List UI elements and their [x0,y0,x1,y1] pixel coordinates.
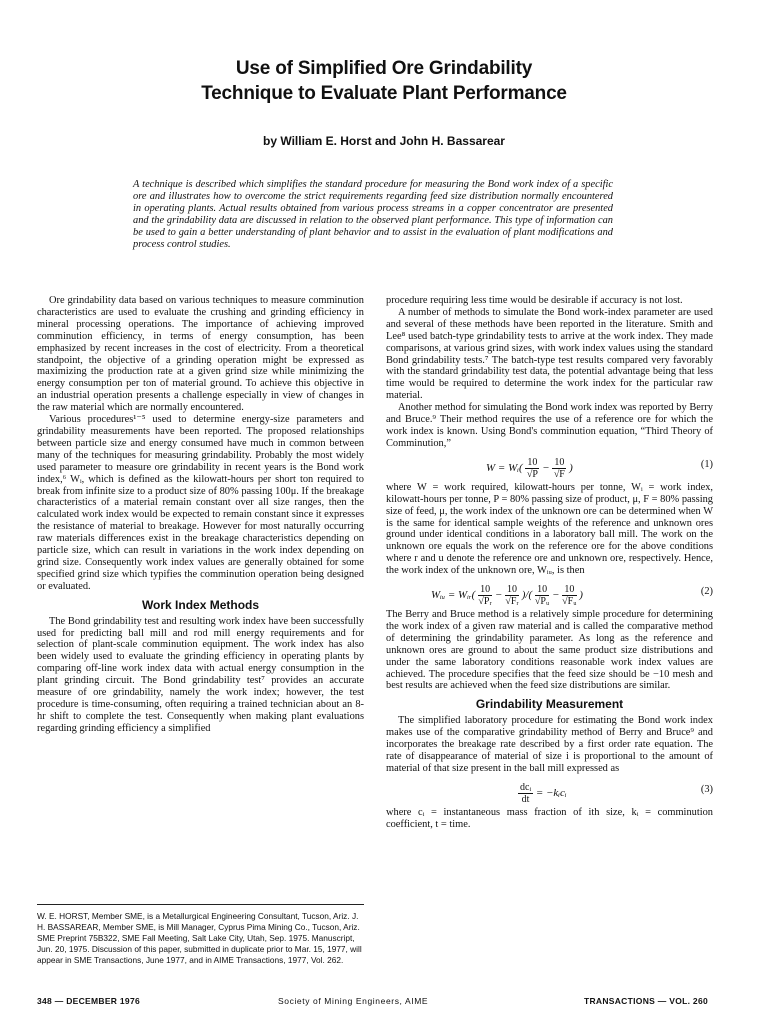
eq2-minus-2: − [551,589,560,602]
section-heading-work-index-methods: Work Index Methods [141,597,260,612]
authors-line: by William E. Horst and John H. Bassarear [263,134,505,148]
eq1-minus: − [542,461,550,474]
eq2-minus-1: − [494,589,503,602]
eq1-close: ) [569,461,573,474]
eq2-denominator-2: √Fᵣ [505,596,519,608]
eq3-numerator: dcᵢ [520,781,532,793]
abstract: A technique is described which simplifies the standard procedure for measuring the Bond work index of a specific ore and illustrates how to overcome the strict requirements regarding feed size distribution normally encountered in operating plants. Actual results obtained from various process streams in a copper concentrator are presented and the grindability data are discussed in relation to the observed plant performance. This type of information can be used to gain a better understanding of plant behavior and to assist in the evaluation of plant modifications and process control studies. [133,179,613,251]
right-paragraph-6: The simplified laboratory procedure for estimating the Bond work index makes use of the comparative grindability method of Berry and Bruce⁹ and incorporates the breakage rate described by a first order rate equation. The rate of disappearance of material of size i is proportional to the amount of material of that size present in the ball mill expressed as [386,715,713,774]
author-footnote: W. E. HORST, Member SME, is a Metallurgical Engineering Consultant, Tucson, Ariz. J. H. BASSAREAR, Member SME, is Mill Manager, Cyprus Pima Mining Co., Tucson, Ariz. SME Preprint 75B322, SME Fall Meeting, Salt Lake City, Utah, Sep. 1975. Manuscript, Jun. 20, 1975. Discussion of this paper, submitted in duplicate prior to Mar. 15, 1977, will appear in SME Transactions, June 1977, and in AIME Transactions, 1977, Vol. 262. [37,904,364,966]
eq2-denominator-3: √Pᵤ [534,596,550,608]
right-paragraph-7: where cᵢ = instantaneous mass fraction of ith size, kᵢ = comminution coefficient, t = time. [386,806,713,830]
equation-2 [386,578,713,608]
equation-1-expression [486,457,573,480]
eq2-denominator-4: √Fᵤ [562,596,577,608]
left-paragraph-2: Various procedures¹⁻⁵ used to determine energy-size parameters and grindability measurements have been reported. The proposed relationships between particle size and energy consumed have much in common between many of the techniques for measuring grindability. Probably the most widely used parameter to measure ore grindability in recent years is the Bond work index,⁶ Wᵢ, which is defined as the kilowatt-hours per short ton required to break from infinite size to a product size of 80% passing 100μ. If the breakage characteristics of a material remain constant over all size ranges, then the calculated work index would be expected to remain constant since it expresses the resistance of material to breakage. However for most naturally occurring raw materials differences exist in the breakage characteristics depending on particle size, which can result in variations in the work index depending on grind size. Consequently work index values are generally obtained for some specified grind size which typifies the comminution operation being designed or evaluated. [37,414,364,592]
equation-1-number: (1) [700,458,713,470]
equation-1 [386,451,713,481]
eq1-numerator-1: 10 [527,456,538,468]
footer-society: Society of Mining Engineers, AIME [278,996,429,1006]
left-column [37,295,364,735]
eq2-numerator-1: 10 [480,584,491,596]
right-column [386,295,713,831]
equation-3-number: (3) [700,783,713,795]
right-paragraph-3: Another method for simulating the Bond work index was reported by Berry and Bruce.⁹ Their method requires the use of a reference ore for which the work index is known. Using Bond's comminution equation, “Third Theory of Comminution,” [386,402,713,449]
right-paragraph-1: procedure requiring less time would be desirable if accuracy is not lost. [386,295,683,306]
eq2-lhs: Wᵢᵤ = Wᵢᵣ( [431,589,476,602]
left-paragraph-3: The Bond grindability test and resulting work index have been successfully used for predicting ball mill and rod mill energy requirements and for selection of plant-scale comminution equipment. The work index has also been widely used to evaluate the grinding efficiency in operating plants by comparing off-line work index data with actual energy consumption in the plant grinding circuit. The Bond grindability test⁷ provides an accurate measure of ore grindability, namely the work index; however, the test procedure is time-consuming, often requiring a trained technician about an 8-hr shift to complete the test. Consequently when making plant evaluations regarding grinding efficiency a simplified [37,615,364,734]
equation-3-expression [518,782,567,805]
title-line-1: Use of Simplified Ore Grindability [235,58,533,79]
equation-2-number: (2) [700,586,713,598]
eq2-numerator-2: 10 [507,584,518,596]
eq2-numerator-4: 10 [562,584,576,596]
title-line-2: Technique to Evaluate Plant Performance [201,83,567,104]
eq2-numerator-3: 10 [535,584,549,596]
eq1-fraction-2 [552,457,566,480]
footer-page-date: 348 — DECEMBER 1976 [37,996,141,1006]
eq3-rhs: = −kᵢcᵢ [535,786,567,799]
paper-title [0,56,768,106]
eq2-fraction-1 [478,584,492,607]
eq3-denominator: dt [521,793,530,805]
eq1-denominator-2: √F [553,468,565,480]
eq1-lhs: W = Wᵢ( [486,461,523,474]
section-heading-grindability-measurement: Grindability Measurement [475,697,624,712]
left-paragraph-1: Ore grindability data based on various techniques to measure comminution characteristics are used to evaluate the crushing and grinding efficiency in mineral processing operations. The importance of achieving improved comminution efficiency, in terms of energy consumption, has been emphasized by recent increases in the cost of electricity. From a theoretical standpoint, the objective of a grinding operation might be expressed as maximizing the production rate at a given grind size while minimizing the energy consumption per ton of material ground. To achieve this objective in an industrial operation presents a challenge especially in view of changes in the raw material which are normally encountered. [37,295,364,414]
equation-2-expression [431,584,583,607]
eq2-fraction-4 [562,584,576,607]
right-paragraph-5: The Berry and Bruce method is a relatively simple procedure for determining the work index of a given raw material and is called the comparative method of determining the grindability parameter. As long as the reference and unknown ores are ground to about the same product size distributions and under the same laboratory conditions reasonable work index values are achieved. The procedure specifies that the feed size should be −10 mesh and best results are achieved when the feed size distributions are similar. [386,609,713,692]
eq1-denominator-1: √P [526,468,538,480]
eq2-denominator-1: √Pᵣ [478,596,492,608]
footer-volume: TRANSACTIONS — VOL. 260 [583,996,708,1006]
eq2-fraction-2 [505,584,519,607]
equation-3 [386,776,713,806]
eq2-fraction-3 [535,584,549,607]
eq1-fraction-1 [525,457,539,480]
right-paragraph-4: where W = work required, kilowatt-hours per tonne, Wᵢ = work index, kilowatt-hours per tonne, P = 80% passing size of product, μ, F = 80% passing size of feed, μ, the work index of the unknown ore can be determined when W is the same for identical sample weights of the reference and unknown ores ground under identical conditions in a laboratory ball mill. The work on the unknown ore equals the work on the reference ore for the above conditions where r and u denote the reference ore and unknown ore, respectively. Hence, the work index of the unknown ore, Wᵢᵤ, is then [386,481,713,577]
eq1-numerator-2: 10 [554,456,565,468]
eq2-close: ) [579,589,583,602]
eq3-fraction [518,782,533,805]
right-paragraph-2: A number of methods to simulate the Bond work-index parameter are used and several of these methods have been reported in the literature. Smith and Lee⁸ used batch-type grindability tests to arrive at the work index. They made comparisons, at various grind sizes, with work index values using the standard Bond grindability tests.⁷ The batch-type test results compared very favorably with the standard grindability test data, the potential advantage being that less time would be required to determine the work index for the particular raw material. [386,306,713,402]
eq2-divide: )/( [521,589,533,602]
